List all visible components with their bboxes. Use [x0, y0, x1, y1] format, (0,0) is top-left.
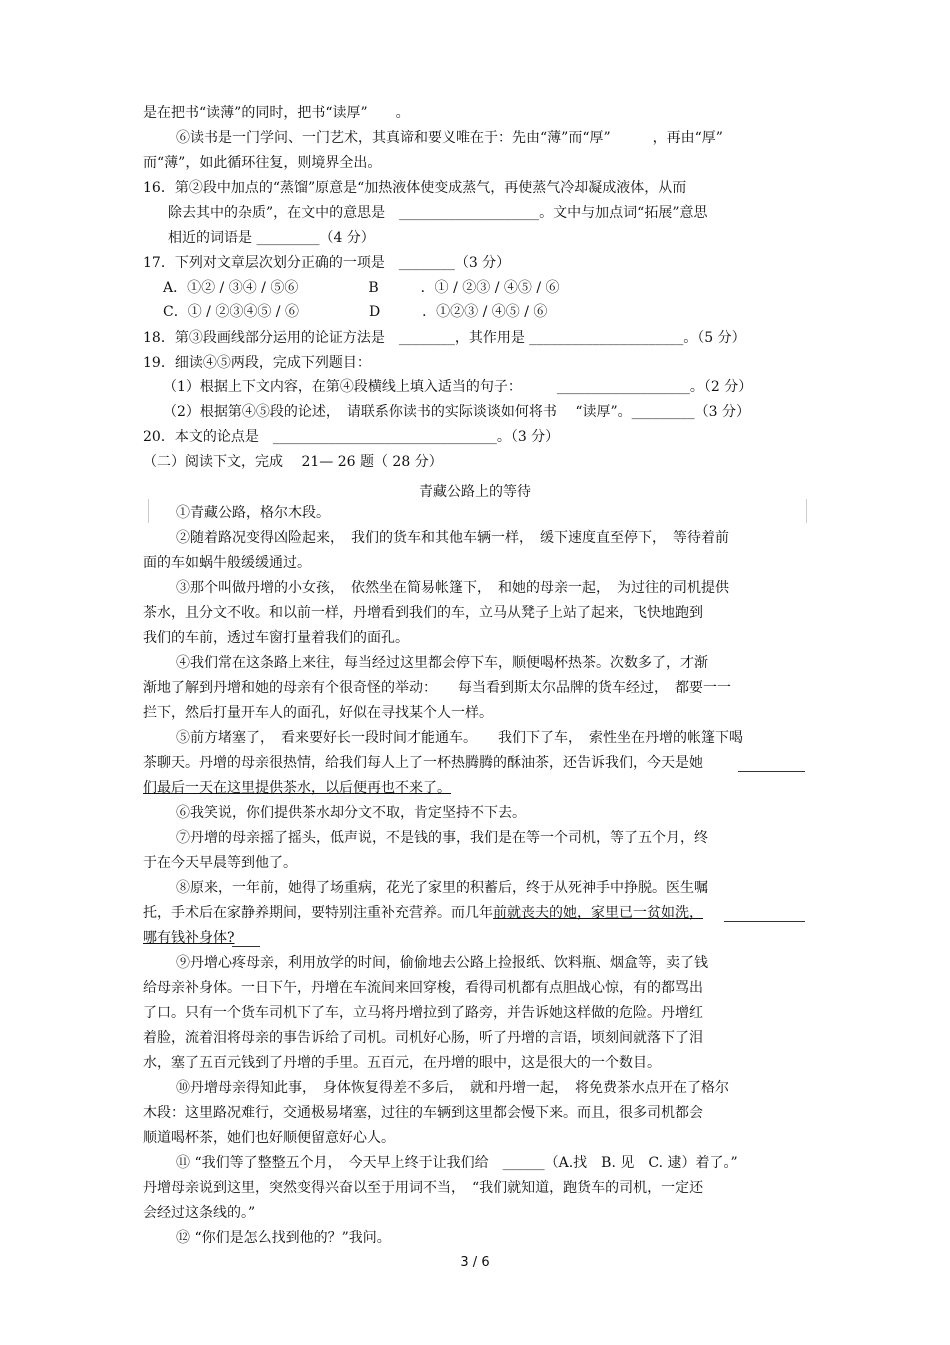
text-line: 顺道喝杯茶，她们也好顺便留意好心人。 — [143, 1130, 395, 1146]
paragraph-2: ②随着路况变得凶险起来， 我们的货车和其他车辆一样， 缓下速度直至停下， 等待着前 — [176, 530, 729, 546]
text-line: 着脸，流着泪将母亲的事告诉给了司机。司机好心肠，听了丹增的言语，顷刻间就落下了泪 — [143, 1030, 703, 1046]
text-line: 了口。只有一个货车司机下了车，立马将丹增拉到了路旁，并告诉她这样做的危险。丹增红 — [143, 1005, 703, 1021]
paragraph-1: ①青藏公路，格尔木段。 — [176, 505, 330, 521]
text-line: 而“薄”，如此循环往复，则境界全出。 — [143, 155, 382, 171]
text-line: 茶聊天。丹增的母亲很热情，给我们每人上了一杯热腾腾的酥油茶，还告诉我们，今天是她 — [143, 755, 703, 771]
paragraph-3: ③那个叫做丹增的小女孩， 依然坐在简易帐篷下， 和她的母亲一起， 为过往的司机提供 — [176, 580, 729, 596]
text-line: 我们的车前，透过车窗打量着我们的面孔。 — [143, 630, 409, 646]
text-line: 面的车如蜗牛般缓缓通过。 — [143, 555, 311, 571]
text-span: 托，手术后在家静养期间，要特别注重补充营养。而几年 — [143, 905, 493, 921]
option-c-d: C．① / ②③④⑤ / ⑥ D ．①②③ / ④⑤ / ⑥ — [163, 304, 548, 320]
underlined-sentence: 们最后一天在这里提供茶水，以后便再也不来了。 — [143, 780, 451, 796]
paragraph-5: ⑤前方堵塞了， 看来要好长一段时间才能通车。 我们下了车， 索性坐在丹增的帐篷下喝 — [176, 730, 743, 746]
question-19-2: （2）根据第④⑤段的论述， 请联系你读书的实际谈谈如何将书 “读厚”。_________（3 分） — [163, 404, 751, 420]
option-a-b: A．①② / ③④ / ⑤⑥ B ．① / ②③ / ④⑤ / ⑥ — [163, 280, 560, 296]
text-line: 是在把书“读薄”的同时，把书“读厚” 。 — [143, 105, 410, 121]
paragraph-11: ⑪ “我们等了整整五个月， 今天早上终于让我们给 ______（A.找 B. 见 C. 逮）着了。” — [176, 1155, 738, 1171]
text-line: 渐地了解到丹增和她的母亲有个很奇怪的举动： 每当看到斯太尔品牌的货车经过， 都要一一 — [143, 680, 731, 696]
text-line: 丹增母亲说到这里，突然变得兴奋以至于用词不当， “我们就知道，跑货车的司机，一定还 — [143, 1180, 704, 1196]
text-line: 除去其中的杂质”，在文中的意思是 ____________________。文中与加点词“拓展”意思 — [168, 205, 708, 221]
margin-line — [806, 499, 807, 523]
underlined-sentence: 哪有钱补身体? — [143, 930, 235, 946]
text-line: 拦下，然后打量开车人的面孔，好似在寻找某个人一样。 — [143, 705, 493, 721]
text-line: 茶水，且分文不收。和以前一样，丹增看到我们的车，立马从凳子上站了起来，飞快地跑到 — [143, 605, 703, 621]
margin-line — [148, 499, 149, 523]
text-line: 于在今天早晨等到他了。 — [143, 855, 297, 871]
text-line — [143, 904, 703, 922]
text-line: 木段：这里路况难行，交通极易堵塞，过往的车辆到这里都会慢下来。而且，很多司机都会 — [143, 1105, 703, 1121]
paragraph-6: ⑥读书是一门学问、一门艺术，其真谛和要义唯在于：先由“薄”而“厚” ，再由“厚” — [176, 130, 723, 146]
paragraph-10: ⑩丹增母亲得知此事， 身体恢复得差不多后， 就和丹增一起， 将免费茶水点开在了格尔 — [176, 1080, 729, 1096]
question-20: 20．本文的论点是 ________________________________。（3 分） — [143, 429, 560, 445]
underline-rule — [232, 946, 260, 947]
paragraph-12: ⑫ “你们是怎么找到他的？”我问。 — [176, 1230, 391, 1246]
paragraph-7: ⑦丹增的母亲摇了摇头，低声说，不是钱的事，我们是在等一个司机，等了五个月，终 — [176, 830, 708, 846]
question-18: 18．第③段画线部分运用的论证方法是 ________，其作用是 ______________________。（5 分） — [143, 330, 746, 346]
underline-rule — [738, 771, 805, 772]
text-line: 水，塞了五百元钱到了丹增的手里。五百元，在丹增的眼中，这是很大的一个数目。 — [143, 1055, 661, 1071]
page-number: 3 / 6 — [460, 1255, 490, 1270]
question-19: 19．细读④⑤两段，完成下列题目： — [143, 355, 371, 371]
underline-rule — [724, 921, 805, 922]
paragraph-6: ⑥我笑说，你们提供茶水却分文不取，肯定坚持不下去。 — [176, 805, 526, 821]
paragraph-4: ④我们常在这条路上来往，每当经过这里都会停下车，顺便喝杯热茶。次数多了，才渐 — [176, 655, 708, 671]
text-line: 会经过这条线的。” — [143, 1205, 256, 1221]
paragraph-8: ⑧原来，一年前，她得了场重病，花光了家里的积蓄后，终于从死神手中挣脱。医生嘱 — [176, 880, 708, 896]
question-17: 17．下列对文章层次划分正确的一项是 ________（3 分） — [143, 255, 511, 271]
article-title: 青藏公路上的等待 — [419, 484, 531, 500]
question-16: 16．第②段中加点的“蒸馏”原意是“加热液体使变成蒸气，再使蒸气冷却凝成液体，从而 — [143, 180, 687, 196]
paragraph-9: ⑨丹增心疼母亲，利用放学的时间，偷偷地去公路上捡报纸、饮料瓶、烟盒等，卖了钱 — [176, 955, 708, 971]
underlined-span: 前就丧夫的她，家里已一贫如洗， — [493, 905, 703, 921]
text-line: 给母亲补身体。一日下午，丹增在车流间来回穿梭，看得司机都有点胆战心惊，有的都骂出 — [143, 980, 703, 996]
question-19-1: （1）根据上下文内容，在第④段横线上填入适当的句子： ___________________。（2 分） — [163, 379, 753, 395]
text-line: 相近的词语是 _________（4 分） — [168, 230, 375, 246]
section-heading: （二）阅读下文，完成 21— 26 题（ 28 分） — [143, 454, 443, 470]
